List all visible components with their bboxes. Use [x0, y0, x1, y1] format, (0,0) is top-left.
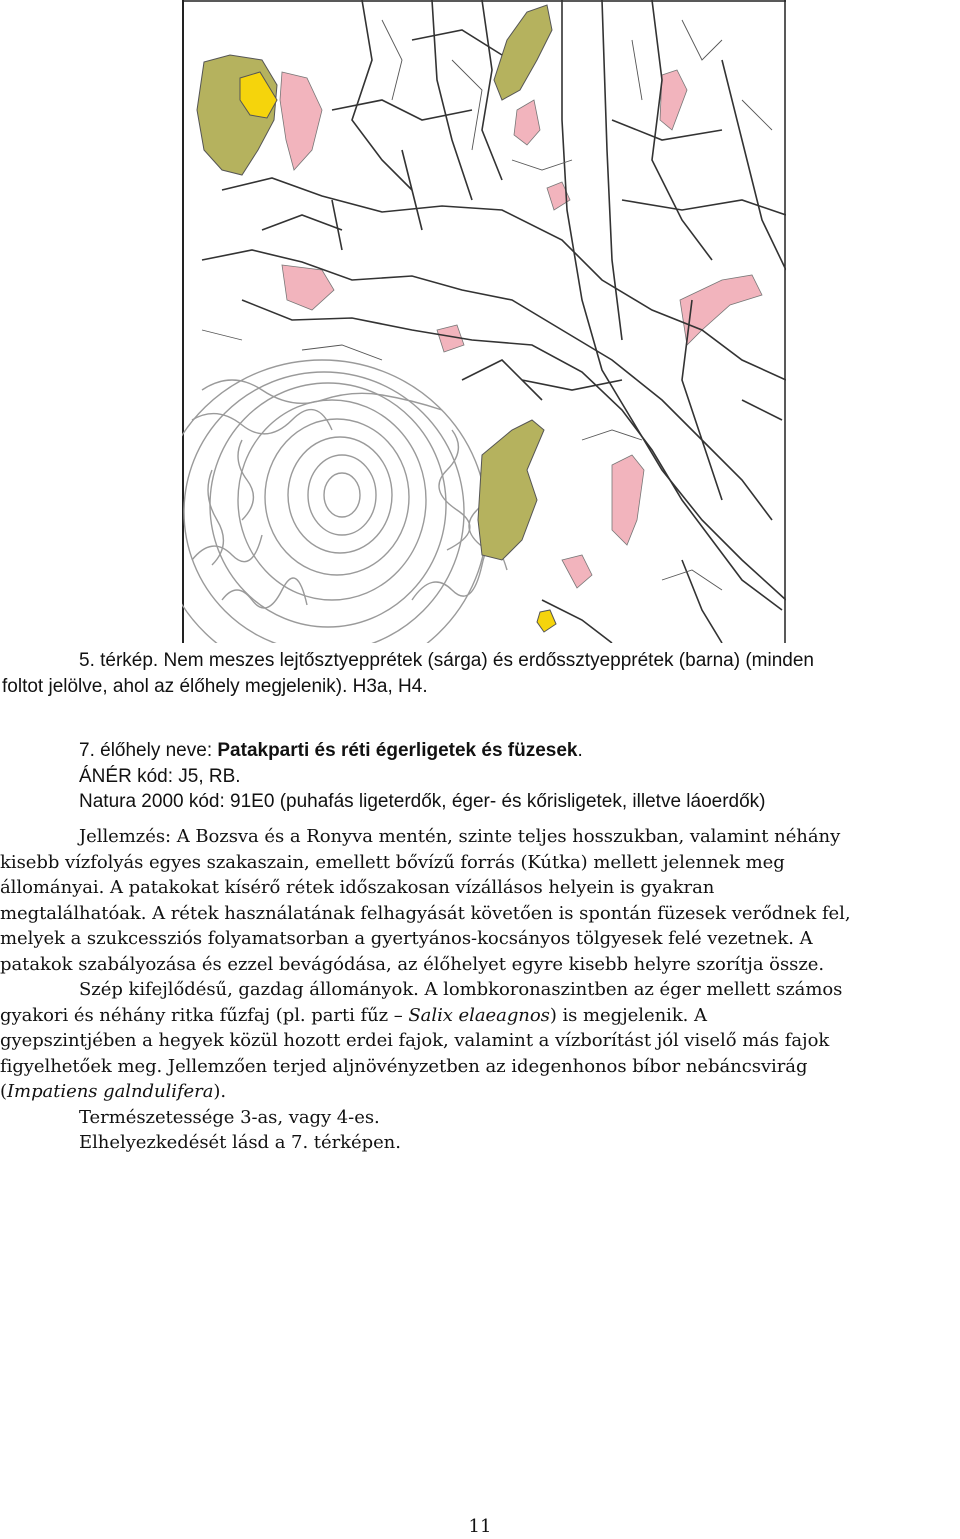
- body-line: Jellemzés: A Bozsva és a Ronyva mentén, szinte teljes hosszukban, valamint néhány: [79, 826, 841, 847]
- body-line: melyek a szukcessziós folyamatsorban a gyertyános-kocsányos tölgyesek felé vezetnek. A: [0, 928, 813, 949]
- habitat-header: [0, 738, 960, 815]
- map-graphic: [182, 0, 786, 643]
- text-segment: (: [0, 1081, 7, 1102]
- body-line: patakok szabályozása és ezzel bevágódása, az élőhelyet egyre kisebb helyre szorítja össze.: [0, 953, 825, 975]
- habitat-heading: [0, 738, 960, 764]
- aner-code: ÁNÉR kód: J5, RB.: [79, 765, 241, 787]
- habitat-name: Patakparti és réti égerligetek és füzesek: [217, 740, 578, 761]
- heading-suffix: .: [577, 740, 583, 761]
- text-segment: gyakori és néhány ritka fűzfaj (pl. parti fűz –: [0, 1004, 409, 1026]
- location-line: Elhelyezkedését lásd a 7. térképen.: [79, 1132, 401, 1153]
- text-segment: ) is megjelenik. A: [549, 1004, 707, 1026]
- caption-line: 5. térkép. Nem meszes lejtősztyepprétek (sárga) és erdőssztyepprétek (barna) (minden: [79, 650, 814, 671]
- body-line: [0, 1079, 960, 1105]
- species-name: Impatiens galndulifera: [6, 1081, 214, 1102]
- body-line: állományai. A patakokat kísérő rétek időszakosan vízállásos helyein is gyakran: [0, 877, 715, 898]
- map-caption: [0, 648, 960, 699]
- description-body: [0, 824, 960, 1156]
- naturalness-line: Természetessége 3-as, vagy 4-es.: [79, 1106, 380, 1128]
- heading-prefix: 7. élőhely neve:: [79, 740, 218, 761]
- habitat-map: [182, 0, 786, 643]
- text-segment: ).: [213, 1081, 227, 1102]
- caption-line: foltot jelölve, ahol az élőhely megjelenik). H3a, H4.: [2, 675, 428, 697]
- body-line: gyepszintjében a hegyek közül hozott erdei fajok, valamint a vízborítást jól viselő más fajok: [0, 1030, 830, 1051]
- natura-code: Natura 2000 kód: 91E0 (puhafás ligeterdők, éger- és kőrisligetek, illetve láoerdők): [79, 791, 766, 812]
- page-number: 11: [468, 1516, 492, 1537]
- body-line: [0, 1003, 960, 1029]
- body-line: Szép kifejlődésű, gazdag állományok. A lombkoronaszintben az éger mellett számos: [79, 979, 843, 1000]
- body-line: megtalálhatóak. A rétek használatának felhagyását követően is spontán füzesek verődnek fel,: [0, 902, 851, 924]
- body-line: kisebb vízfolyás egyes szakaszain, emellett bővízű forrás (Kútka) mellett jelennek meg: [0, 851, 785, 873]
- body-line: figyelhetőek meg. Jellemzően terjed aljnövényzetben az idegenhonos bíbor nebáncsvirág: [0, 1055, 808, 1077]
- species-name: Salix elaeagnos: [408, 1004, 550, 1026]
